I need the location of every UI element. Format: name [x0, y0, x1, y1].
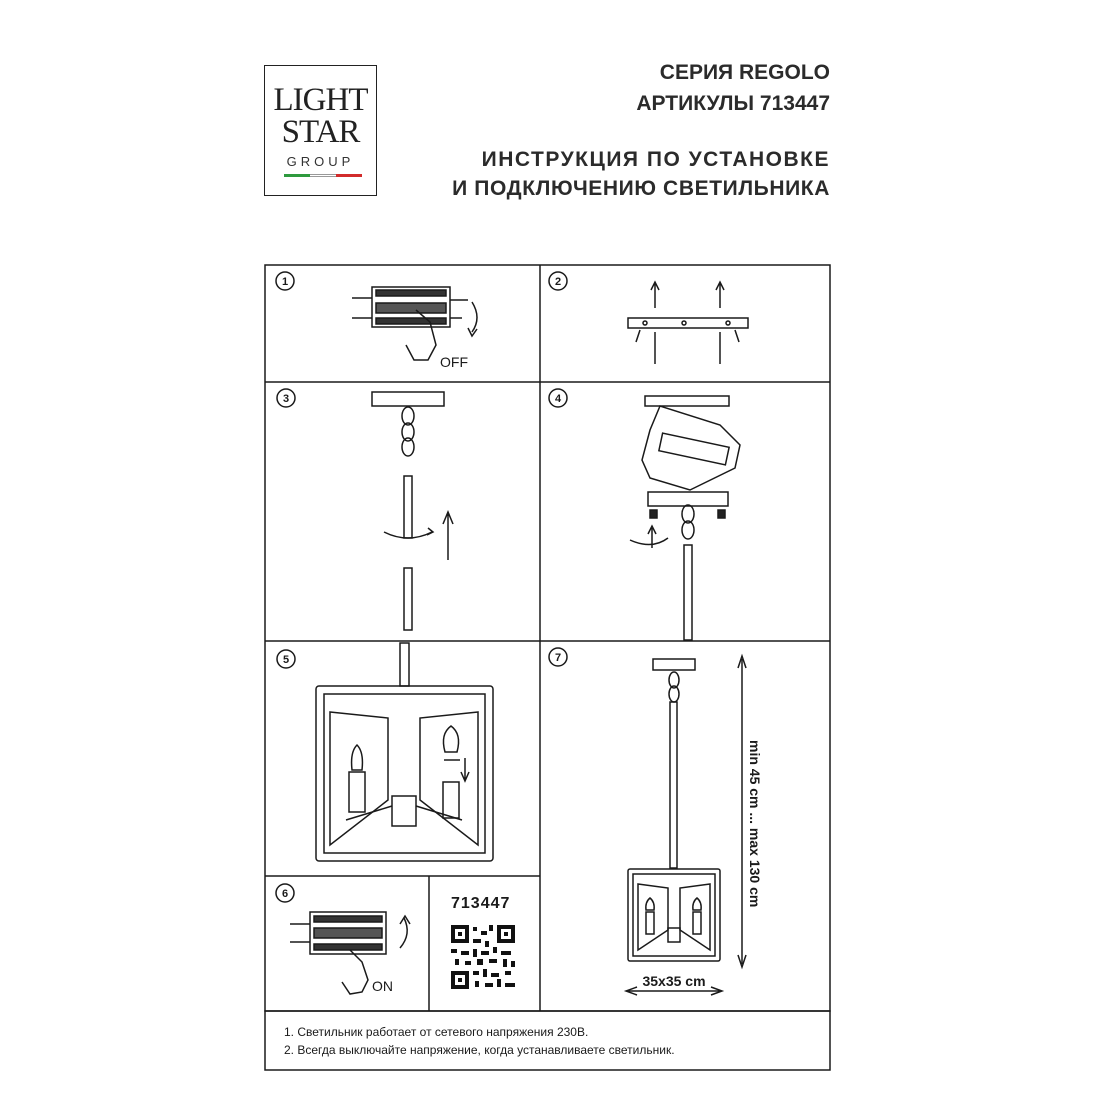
grid-frame — [265, 265, 830, 1011]
notes-list — [284, 1023, 675, 1059]
logo-text-star: STAR — [281, 114, 360, 150]
articles-title: АРТИКУЛЫ 713447 — [636, 92, 830, 115]
lamp-bulb-install-drawing — [316, 643, 493, 861]
qr-code — [451, 925, 515, 989]
series-title: СЕРИЯ REGOLO — [659, 61, 830, 84]
step-4-number: 4 — [554, 393, 562, 405]
on-label: ON — [372, 978, 393, 994]
note-item: 1. Светильник работает от сетевого напряжения 230В. — [284, 1025, 589, 1039]
step-4-badge — [549, 389, 567, 407]
pendant-dimensions-drawing — [626, 656, 746, 995]
step-1-badge — [276, 272, 294, 290]
step-2-number: 2 — [554, 276, 562, 288]
step-6-badge — [276, 884, 294, 902]
step-7-badge — [549, 648, 567, 666]
step-5-badge — [277, 650, 295, 668]
instruction-title-line2: И ПОДКЛЮЧЕНИЮ СВЕТИЛЬНИКА — [452, 177, 830, 200]
height-range-label: min 45 cm ... max 130 cm — [747, 740, 763, 908]
step-3-number: 3 — [282, 393, 290, 405]
step-5-number: 5 — [282, 654, 290, 666]
wiring-connection-drawing — [630, 396, 740, 640]
step-6-number: 6 — [281, 888, 289, 900]
step-3-badge — [277, 389, 295, 407]
mounting-plate-drawing — [628, 282, 748, 364]
step-1-number: 1 — [281, 276, 289, 288]
logo-text-group: GROUP — [286, 154, 355, 169]
off-label: OFF — [440, 354, 468, 370]
size-label: 35x35 cm — [642, 973, 706, 989]
note-item: 2. Всегда выключайте напряжение, когда устанавливаете светильник. — [284, 1043, 675, 1057]
logo-text-light: LIGHT — [273, 82, 368, 118]
breaker-panel-off-drawing — [352, 287, 477, 360]
article-number: 713447 — [451, 895, 511, 912]
rod-assembly-drawing — [372, 392, 453, 630]
instruction-title-line1: ИНСТРУКЦИЯ ПО УСТАНОВКЕ — [481, 148, 830, 171]
step-7-number: 7 — [554, 652, 562, 664]
step-2-badge — [549, 272, 567, 290]
